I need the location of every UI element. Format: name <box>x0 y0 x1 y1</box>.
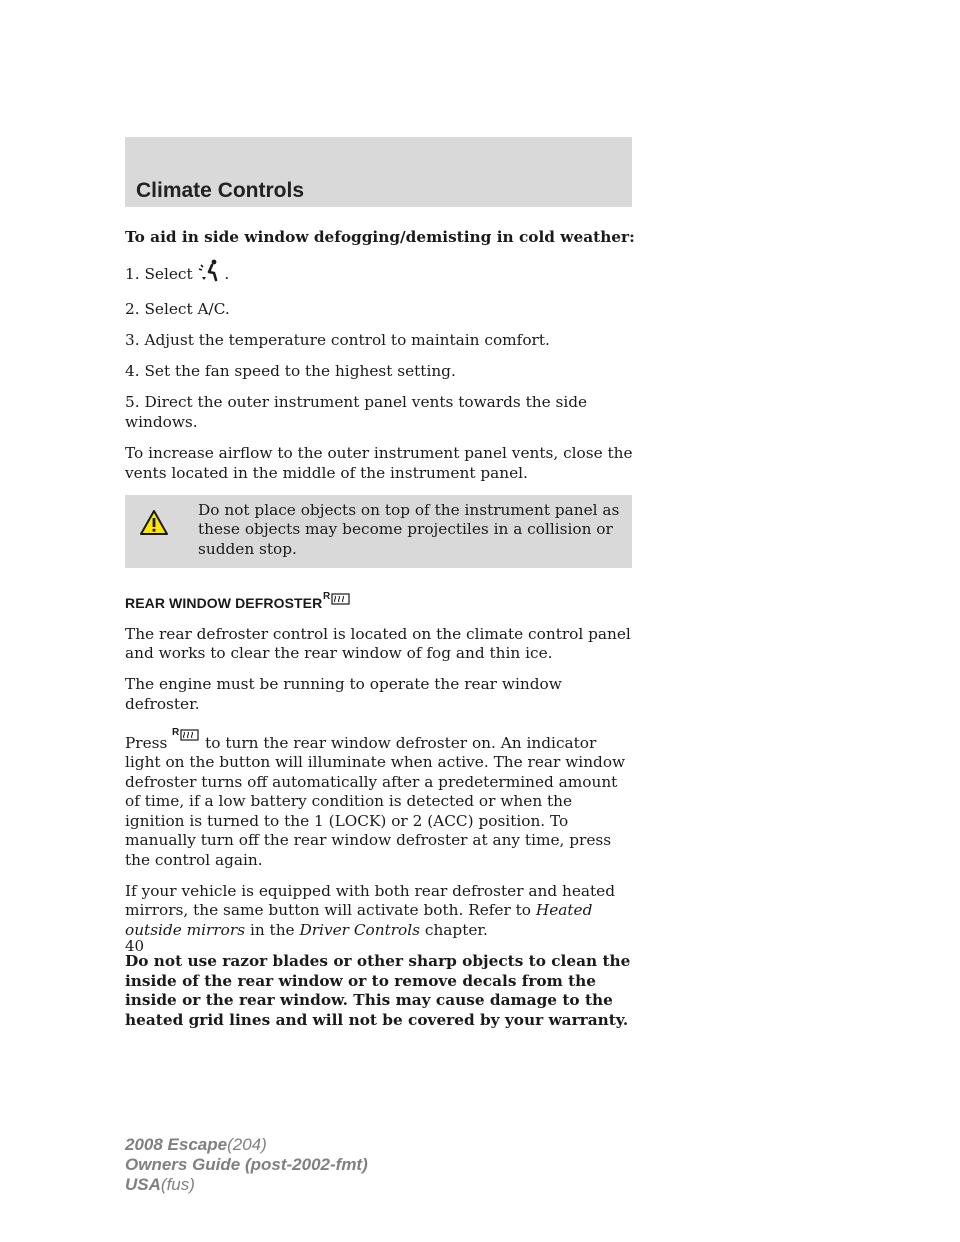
cross-reference-heated-mirrors: Heated outside mirrors <box>125 901 593 939</box>
defog-step-2: 2. Select A/C. <box>125 300 230 319</box>
defog-step-1: 1. Select . <box>125 259 635 289</box>
svg-text:R: R <box>323 591 331 603</box>
rear-defroster-paragraph-2: The engine must be running to operate the rear window defroster. <box>125 675 562 713</box>
floor-defrost-mode-icon <box>198 259 220 289</box>
page-content <box>125 228 635 1042</box>
rear-defrost-icon <box>323 590 351 612</box>
warning-text: Do not place objects on top of the instrument panel as these objects may become projectiles in a collision or sudden stop. <box>198 500 620 558</box>
warning-triangle-icon <box>139 509 169 542</box>
page-number: 40 <box>125 937 145 955</box>
warning-box <box>125 495 632 569</box>
cross-reference-driver-controls: Driver Controls <box>299 920 420 939</box>
defog-step-5: 5. Direct the outer instrument panel vents towards the side windows. <box>125 393 588 431</box>
section-heading-rear-defroster: REAR WINDOW DEFROSTER R <box>125 590 635 614</box>
rear-defroster-paragraph-4: If your vehicle is equipped with both rear defroster and heated mirrors, the same button will activate both. Refer to Heated outside mirrors in the Driver Controls chapter. <box>125 881 616 939</box>
rear-defrost-button-icon <box>172 726 200 748</box>
defog-step-3: 3. Adjust the temperature control to maintain comfort. <box>125 331 550 350</box>
caution-paragraph: Do not use razor blades or other sharp objects to clean the inside of the rear window or to remove decals from the inside or the rear window. This may cause damage to the heated grid lines and will not be covered by your warranty. <box>125 952 631 1029</box>
rear-defroster-paragraph-1: The rear defroster control is located on the climate control panel and works to clear the rear window of fog and thin ice. <box>125 624 631 663</box>
document-footer: 2008 Escape(204) Owners Guide (post-2002-fmt) USA(fus) <box>125 1135 368 1194</box>
defog-heading: To aid in side window defogging/demisting in cold weather: <box>125 228 635 246</box>
svg-text:R: R <box>172 726 180 738</box>
airflow-paragraph: To increase airflow to the outer instrument panel vents, close the vents located in the middle of the instrument panel. <box>125 444 633 482</box>
rear-defroster-paragraph-3: Press R to turn the rear window defroster on. An indicator light on the button will illuminate when active. The rear window defroster turns off automatically after a predetermined amount of time, if a low battery condition is detected or when the ignition is turned to the 1 (LOCK) or 2 (ACC) position. To manually turn off the rear window defroster at any time, press the control again. <box>125 726 626 869</box>
page-title: Climate Controls <box>136 179 305 202</box>
defog-step-4: 4. Set the fan speed to the highest setting. <box>125 362 456 381</box>
